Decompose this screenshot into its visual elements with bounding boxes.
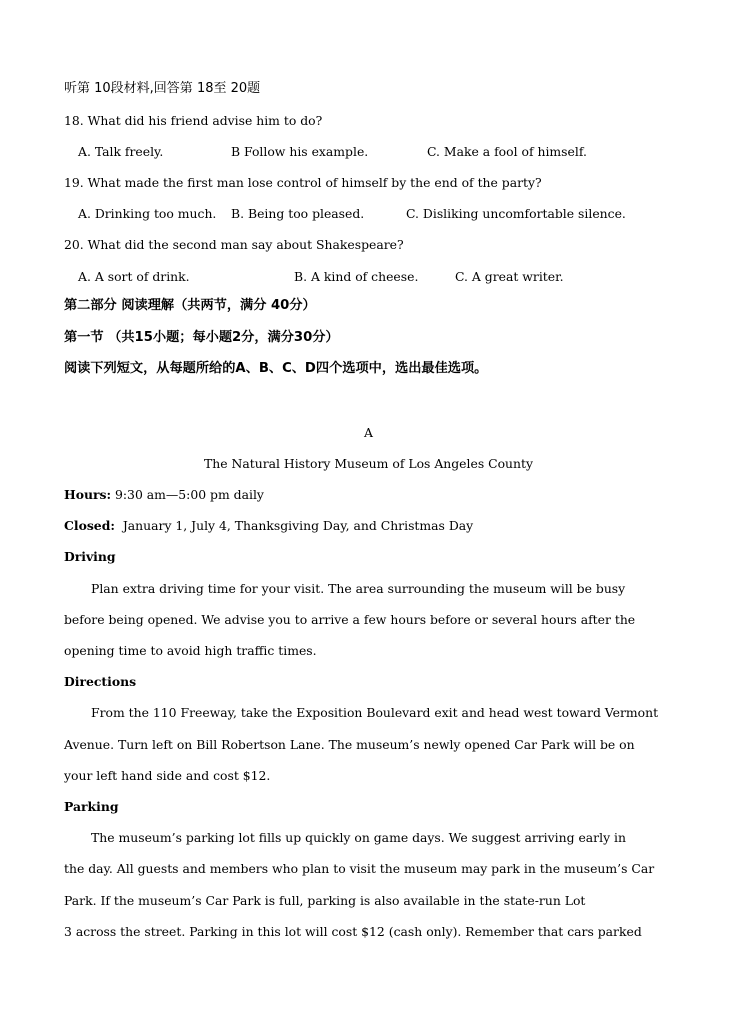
driving-line-1: Plan extra driving time for your visit. The area surrounding the museum will be busy — [91, 581, 626, 596]
question-18-stem: 18. What did his friend advise him to do? — [64, 113, 323, 128]
listening-intro: 听第 10段材料,回答第 18至 20题 — [64, 81, 261, 96]
hours-row — [64, 487, 264, 503]
driving-heading: Driving — [64, 549, 116, 564]
parking-line-2: the day. All guests and members who plan to visit the museum may park in the museum’s Car — [64, 861, 655, 876]
question-20-option-b: B. A kind of cheese. — [294, 269, 419, 284]
parking-line-1: The museum’s parking lot fills up quickly on game days. We suggest arriving early in — [91, 830, 626, 845]
parking-line-4: 3 across the street. Parking in this lot will cost $12 (cash only). Remember that cars parked — [64, 924, 642, 939]
question-19-option-a: A. Drinking too much. — [78, 206, 217, 221]
question-18-option-c: C. Make a fool of himself. — [427, 144, 587, 159]
question-18-option-a: A. Talk freely. — [78, 144, 164, 159]
directions-line-2: Avenue. Turn left on Bill Robertson Lane. The museum’s newly opened Car Park will be on — [64, 737, 635, 752]
passage-title: The Natural History Museum of Los Angeles County — [203, 456, 533, 471]
parking-line-3: Park. If the museum’s Car Park is full, parking is also available in the state-run Lot — [64, 893, 586, 908]
closed-row — [64, 518, 473, 534]
question-19-stem: 19. What made the first man lose control of himself by the end of the party? — [64, 175, 542, 190]
directions-line-1: From the 110 Freeway, take the Exposition Boulevard exit and head west toward Vermont — [91, 705, 659, 720]
closed-label: Closed: — [64, 518, 115, 533]
section-one-title: 第一节 （共15小题；每小题2分，满分30分） — [64, 330, 339, 345]
parking-heading: Parking — [64, 799, 119, 814]
closed-value: January 1, July 4, Thanksgiving Day, and Christmas Day — [114, 518, 474, 533]
part-two-title: 第二部分 阅读理解（共两节，满分 40分） — [64, 298, 316, 313]
driving-line-2: before being opened. We advise you to arrive a few hours before or several hours after the — [64, 612, 636, 627]
question-19-option-b: B. Being too pleased. — [231, 206, 365, 221]
question-20-option-a: A. A sort of drink. — [78, 269, 190, 284]
directions-heading: Directions — [64, 674, 137, 689]
hours-value: 9:30 am—5:00 pm daily — [111, 487, 264, 502]
driving-line-3: opening time to avoid high traffic times. — [64, 643, 317, 658]
passage-letter: A — [364, 425, 373, 440]
question-20-stem: 20. What did the second man say about Shakespeare? — [64, 237, 404, 252]
reading-instruction: 阅读下列短文，从每题所给的A、B、C、D四个选项中，选出最佳选项。 — [64, 361, 488, 376]
hours-label: Hours: — [64, 487, 112, 502]
question-19-option-c: C. Disliking uncomfortable silence. — [406, 206, 626, 221]
directions-line-3: your left hand side and cost $12. — [64, 768, 271, 783]
question-20-option-c: C. A great writer. — [455, 269, 564, 284]
question-18-option-b: B Follow his example. — [231, 144, 369, 159]
